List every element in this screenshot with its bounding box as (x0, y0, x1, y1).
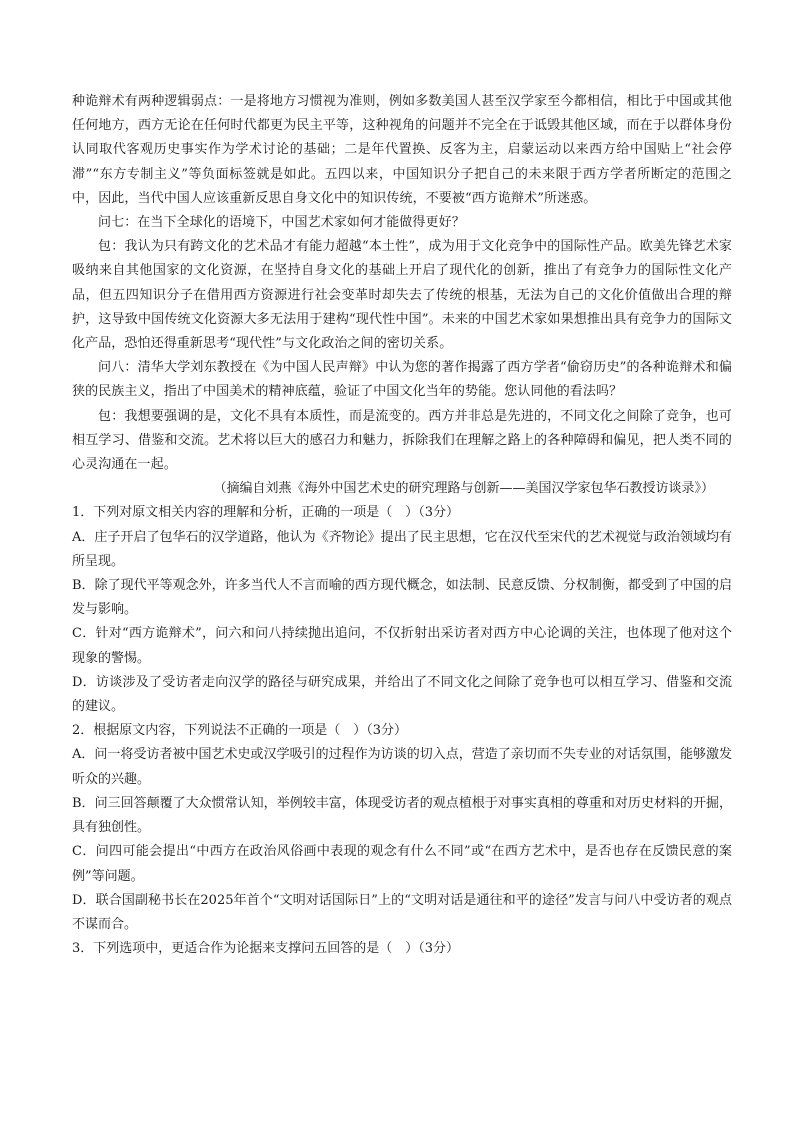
document-page (72, 90, 732, 961)
option-c: C．针对“西方诡辩术”，问六和问八持续抛出追问，不仅折射出采访者对西方中心论调的关注，也体现了他对这个现象的警惕。 (72, 626, 732, 666)
option-d: D．联合国副秘书长在2025年首个“文明对话国际日”上的“文明对话是通往和平的途径”发言与问八中受访者的观点不谋而合。 (72, 892, 732, 932)
question-2 (72, 719, 732, 937)
interview-answer-8: 包：我想要强调的是，文化不具有本质性，而是流变的。西方并非总是先进的，不同文化之间除了竞争，也可相互学习、借鉴和交流。艺术将以巨大的感召力和魅力，拆除我们在理解之路上的各种障碍和偏见，把人类不同的心灵沟通在一起。 (72, 408, 732, 473)
option-b: B．除了现代平等观念外，许多当代人不言而喻的西方现代概念，如法制、民意反馈、分权制衡，都受到了中国的启发与影响。 (72, 578, 732, 618)
option-b: B．问三回答颠覆了大众惯常认知，举例较丰富，体现受访者的观点植根于对事实真相的尊重和对历史材料的开掘，具有独创性。 (72, 795, 732, 836)
question-stem: 3．下列选项中，更适合作为论据来支撑问五回答的是（ ）（3分） (72, 941, 460, 957)
question-stem: 1．下列对原文相关内容的理解和分析，正确的一项是（ ）（3分） (72, 505, 460, 521)
passage-paragraph: 种诡辩术有两种逻辑弱点：一是将地方习惯视为准则，例如多数美国人甚至汉学家至今都相信，相比于中国或其他任何地方，西方无论在任何时代都更为民主平等，这种视角的问题并不完全在于诋毁其他区域，而在于以群体身份认同取代客观历史事实作为学术讨论的基础；二是年代置换、反客为主，启蒙运动以来西方给中国贴上“社会停滞”“东方专制主义”等负面标签就是如此。五四以来，中国知识分子把自己的未来限于西方学者所断定的范围之中，因此，当代中国人应该重新反思自身文化中的知识传统，不要被“西方诡辩术”所迷惑。 (72, 94, 732, 206)
option-a: A．庄子开启了包华石的汉学道路，他认为《齐物论》提出了民主思想，它在汉代至宋代的艺术视觉与政治领域均有所呈现。 (72, 529, 732, 569)
interview-answer-7: 包：我认为只有跨文化的艺术品才有能力超越“本土性”，成为用于文化竞争中的国际性产品。欧美先锋艺术家吸纳来自其他国家的文化资源，在坚持自身文化的基础上开启了现代化的创新，推出了有竞争力的国际性文化产品，但五四知识分子在借用西方资源进行社会变革时却失去了传统的根基，无法为自己的文化价值做出合理的辩护，这导致中国传统文化资源大多无法用于建构“现代性中国”。未来的中国艺术家如果想推出具有竞争力的国际文化产品，恐怕还得重新思考“现代性”与文化政治之间的密切关系。 (72, 239, 732, 352)
source-citation: （摘编自刘燕《海外中国艺术史的研究理路与创新——美国汉学家包华石教授访谈录》） (213, 481, 714, 497)
option-c: C．问四可能会提出“中西方在政治风俗画中表现的观念有什么不同”或“在西方艺术中，是否也存在反馈民意的案例”等问题。 (72, 844, 732, 884)
interview-question-7: 问七：在当下全球化的语境下，中国艺术家如何才能做得更好？ (98, 215, 465, 231)
question-3 (72, 937, 732, 961)
option-a: A．问一将受访者被中国艺术史或汉学吸引的过程作为访谈的切入点，营造了亲切而不失专业的对话氛围，能够激发听众的兴趣。 (72, 747, 732, 787)
question-stem: 2．根据原文内容，下列说法不正确的一项是（ ）（3分） (72, 723, 408, 739)
option-d: D．访谈涉及了受访者走向汉学的路径与研究成果，并给出了不同文化之间除了竞争也可以相互学习、借鉴和交流的建议。 (72, 674, 732, 715)
question-1 (72, 501, 732, 719)
interview-question-8: 问八：清华大学刘东教授在《为中国人民声辩》中认为您的著作揭露了西方学者“偷窃历史”的各种诡辩术和偏狭的民族主义，指出了中国美术的精神底蕴，验证了中国文化当年的势能。您认同他的看法吗？ (72, 360, 732, 400)
